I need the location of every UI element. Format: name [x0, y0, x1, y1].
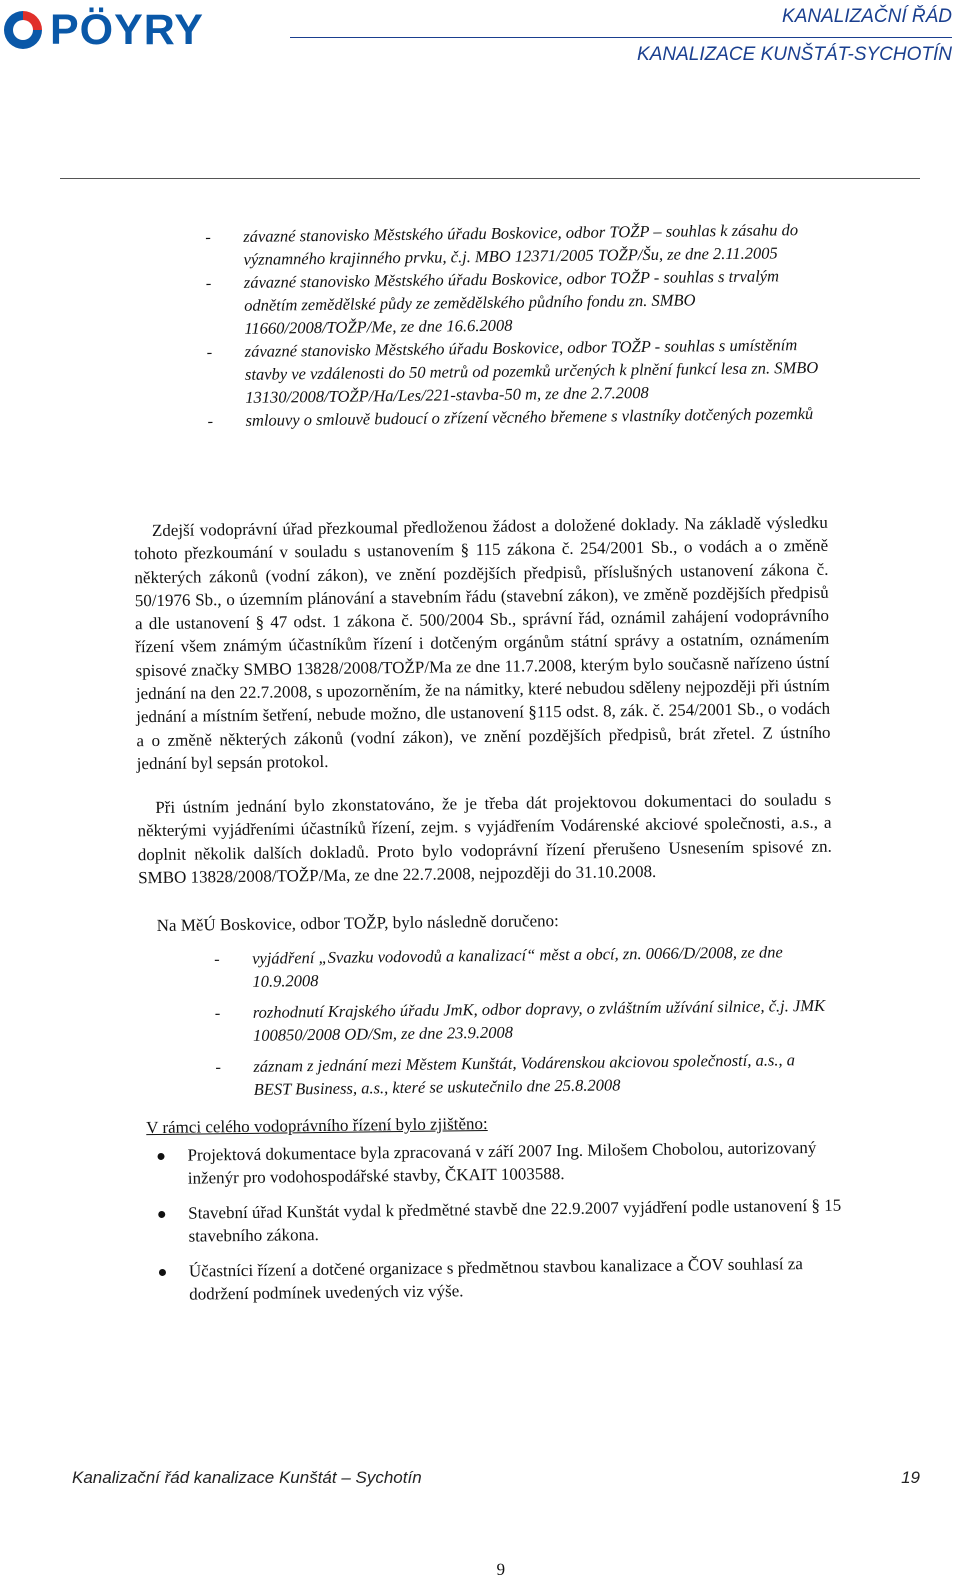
list-item: - závazné stanovisko Městského úřadu Boskovice, odbor TOŽP - souhlas s umístěním stavby ve vzdálenosti do 50 metrů od pozemků určených k plnění funkcí lesa zn. SMBO 13130/2008/TOŽP/Ha/Les/221-stavba-50 m, ze dne 2.7.2008 — [206, 335, 819, 407]
list-item-text: záznam z jednání mezi Městem Kunštát, Vodárenskou akciovou společností, a.s., a BEST Business, a.s., které se uskutečnilo dne 25.8.2008 — [253, 1050, 796, 1099]
list-item: - vyjádření „Svazku vodovodů a kanalizací“ měst a obcí, zn. 0066/D/2008, ze dne 10.9.2008 — [214, 942, 783, 991]
logo-text: PÖYRY — [50, 5, 204, 54]
bullet-icon — [157, 1153, 164, 1160]
scan-page-number: 9 — [496, 1559, 506, 1579]
footer-page-number: 19 — [901, 1468, 920, 1487]
scan-top-rule — [60, 178, 920, 179]
permits-list — [205, 218, 827, 433]
findings-heading: V rámci celého vodoprávního řízení bylo zjištěno: — [146, 1113, 488, 1138]
header-divider — [290, 37, 952, 38]
list-item-text: smlouvy o smlouvě budoucí o zřízení věcného břemene s vlastníky dotčených pozemků — [245, 403, 814, 430]
list-item-text: vyjádření „Svazku vodovodů a kanalizací“ měst a obcí, zn. 0066/D/2008, ze dne 10.9.2008 — [252, 942, 783, 991]
header-title: KANALIZAČNÍ ŘÁD — [782, 6, 952, 27]
list-item-text: rozhodnutí Krajského úřadu JmK, odbor dopravy, o zvláštním užívání silnice, č.j. JMK 100850/2008 OD/Sm, ze dne 23.9.2008 — [252, 995, 826, 1045]
list-item — [159, 1252, 850, 1306]
list-item-text: závazné stanovisko Městského úřadu Boskovice, odbor TOŽP - souhlas s trvalým odnětím zemědělské půdy ze zemědělského půdního fondu zn. SMBO 11660/2008/TOŽP/Me, ze dne 16.6.2008 — [243, 266, 780, 338]
list-item: - záznam z jednání mezi Městem Kunštát, Vodárenskou akciovou společností, a.s., a BEST Business, a.s., které se uskutečnilo dne 25.8.2008 — [215, 1050, 796, 1099]
footer-title: Kanalizační řád kanalizace Kunštát – Sychotín — [72, 1468, 422, 1487]
bullet-icon — [158, 1211, 165, 1218]
paragraph-delivered: Na MěÚ Boskovice, odbor TOŽP, bylo následně doručeno: — [156, 911, 559, 936]
list-item: - závazné stanovisko Městského úřadu Boskovice, odbor TOŽP - souhlas s trvalým odnětím zemědělské půdy ze zemědělského půdního fondu zn. SMBO 11660/2008/TOŽP/Me, ze dne 16.6.2008 — [205, 266, 780, 338]
list-item — [157, 1136, 848, 1190]
list-item-text: Stavební úřad Kunštát vydal k předmětné stavbě dne 22.9.2007 vyjádření podle ustanovení § 15 stavebního zákona. — [188, 1195, 842, 1246]
poyry-swirl-icon — [0, 7, 46, 53]
list-item-text: závazné stanovisko Městského úřadu Boskovice, odbor TOŽP - souhlas s umístěním stavby ve vzdálenosti do 50 metrů od pozemků určených k plnění funkcí lesa zn. SMBO 13130/2008/TOŽP/Ha/Les/221-stavba-50 m, ze dne 2.7.2008 — [244, 335, 819, 407]
delivered-list — [214, 940, 836, 1110]
header-subtitle: KANALIZACE KUNŠTÁT-SYCHOTÍN — [637, 44, 952, 65]
list-item-text: Projektová dokumentace byla zpracovaná v září 2007 Ing. Milošem Chobolou, autorizovaný inženýr pro vodohospodářské stavby, ČKAIT 1003588. — [187, 1137, 817, 1188]
poyry-logo — [0, 6, 204, 54]
list-item: - smlouvy o smlouvě budoucí o zřízení věcného břemene s vlastníky dotčených pozemků — [207, 403, 814, 431]
findings-list — [157, 1136, 849, 1318]
paragraph-hearing: Při ústním jednání bylo zkonstatováno, že je třeba dát projektovou dokumentaci do souladu s některými vyjádřeními účastníků řízení, zejm. s vyjádřením Vodárenské akciové společnosti, a.s., a doplnit několik dalších dokladů. Proto bylo vodoprávní řízení přerušeno Usnesením spisové zn. SMBO 13828/2008/TOŽP/Ma, ze dne 22.7.2008, nejpozději do 31.10.2008. — [137, 789, 832, 888]
list-item: - závazné stanovisko Městského úřadu Boskovice, odbor TOŽP – souhlas k zásahu do významného krajinného prvku, č.j. MBO 12371/2005 TOŽP/Šu, ze dne 2.11.2005 — [205, 220, 799, 269]
list-item-text: Účastníci řízení a dotčené organizace s předmětnou stavbou kanalizace a ČOV souhlasí za dodržení podmínek uvedených viz výše. — [188, 1254, 803, 1304]
bullet-icon — [159, 1269, 166, 1276]
list-item-text: závazné stanovisko Městského úřadu Boskovice, odbor TOŽP – souhlas k zásahu do významného krajinného prvku, č.j. MBO 12371/2005 TOŽP/Šu, ze dne 2.11.2005 — [243, 220, 799, 269]
paragraph-review: Zdejší vodoprávní úřad přezkoumal předloženou žádost a doložené doklady. Na základě výsledku tohoto přezkoumání v souladu s ustanovením § 115 zákona č. 254/2001 Sb., o vodách a o změně některých zákonů (vodní zákon), ve znění pozdějších předpisů, příslušných ustanovení zákona č. 50/1976 Sb., o územním plánování a stavebním řádu (stavební zákon), ve změně pozdějších předpisů a dle ustanovení § 47 odst. 1 zákona č. 500/2004 Sb., správní řád, oznámil zahájení vodoprávního řízení všem známým účastníkům řízení i dotčeným orgánům státní správy a ostatním, oznámením spisové značky SMBO 13828/2008/TOŽP/Ma ze dne 11.7.2008, kterým bylo současně nařízeno ústní jednání na den 22.7.2008, s upozorněním, že na námitky, které nebudou sděleny nejpozději při ústním jednání a místním šetření, nebude možno, dle ustanovení §115 odst. 8, zák. č. 254/2001 Sb., o vodách a o změně některých zákonů (vodní zákon), ve znění pozdějších předpisů, brát zřetel. Z ústního jednání byl sepsán protokol. — [134, 512, 831, 774]
list-item: - rozhodnutí Krajského úřadu JmK, odbor dopravy, o zvláštním užívání silnice, č.j. JMK 100850/2008 OD/Sm, ze dne 23.9.2008 — [214, 995, 826, 1045]
list-item — [158, 1194, 849, 1248]
